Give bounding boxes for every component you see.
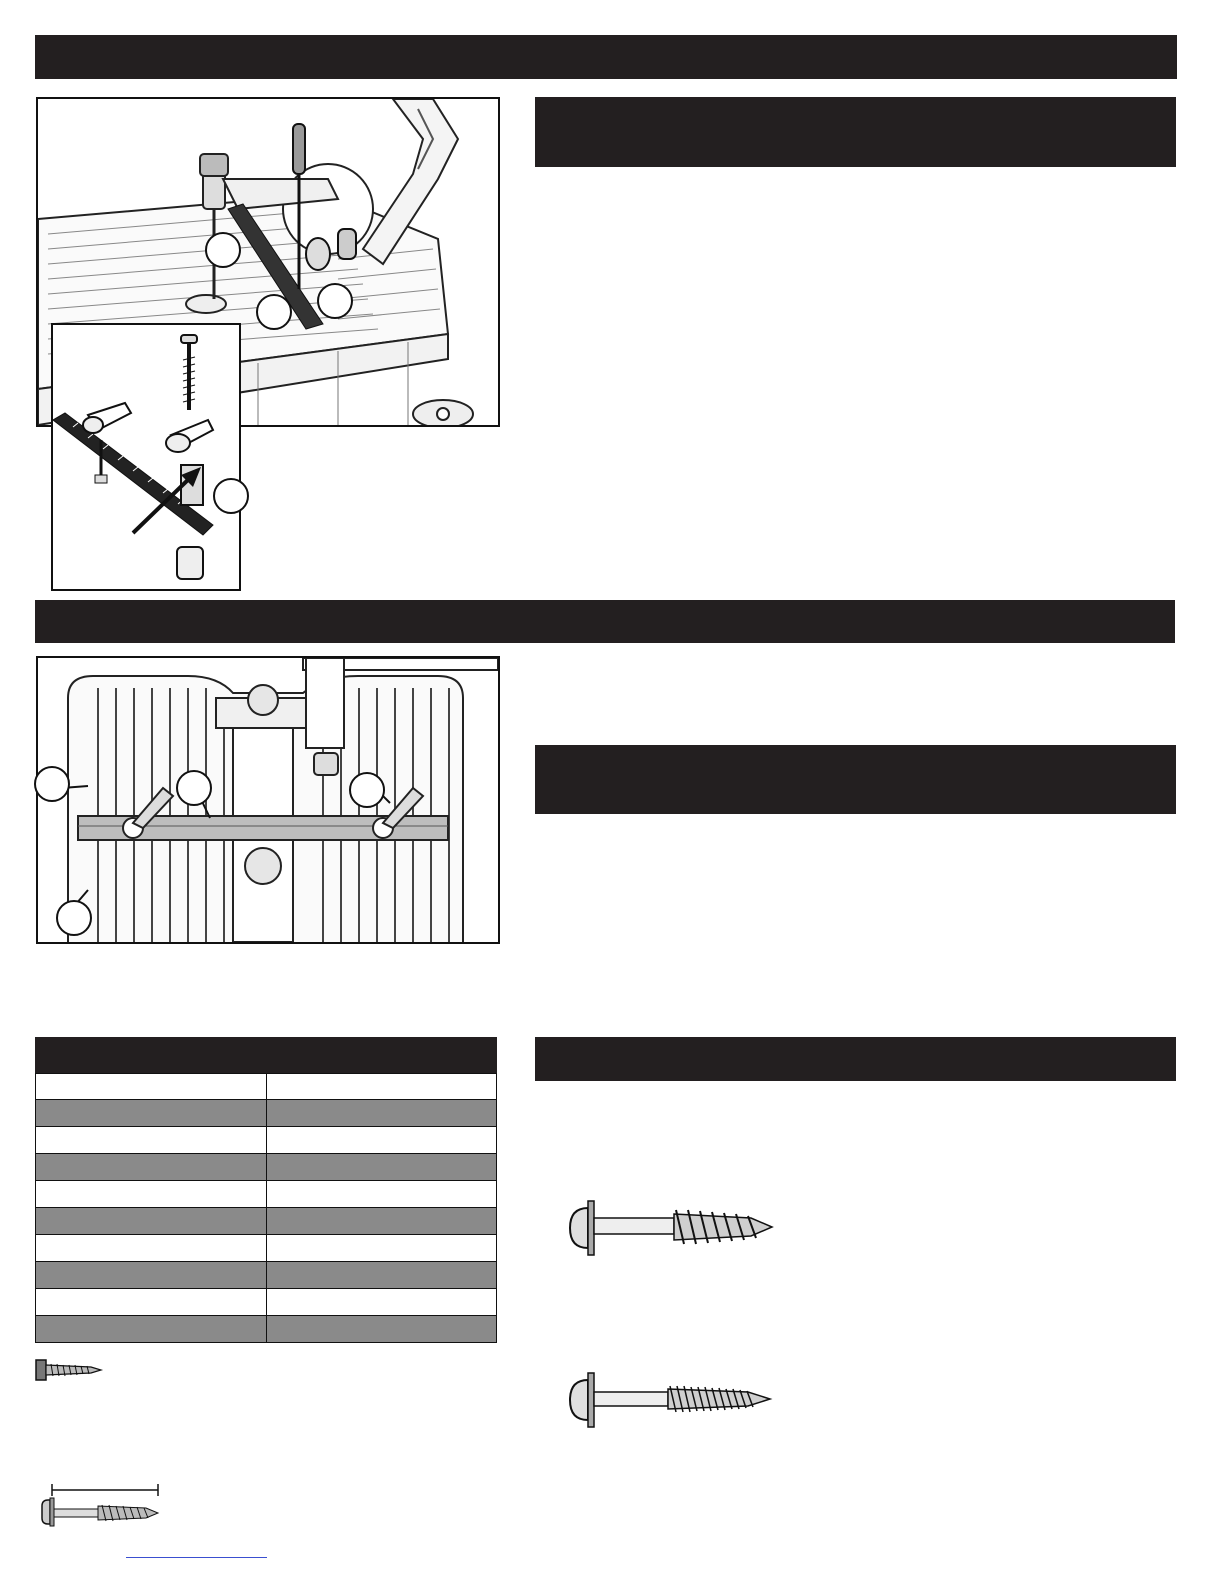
section-header-bar-middle bbox=[35, 600, 1175, 643]
screw-chart-table bbox=[35, 1073, 497, 1343]
fine-thread-screw-icon bbox=[566, 1370, 778, 1432]
table-top-view-icon bbox=[38, 658, 498, 942]
table-row bbox=[266, 1234, 497, 1262]
table-row bbox=[35, 1315, 267, 1343]
section-header-bar-right-2 bbox=[535, 745, 1176, 814]
section-header-bar-right-1 bbox=[535, 97, 1176, 167]
table-row bbox=[35, 1180, 267, 1208]
callout-marker-a bbox=[205, 232, 241, 268]
section-header-bar-right-3 bbox=[535, 1037, 1176, 1081]
table-row bbox=[266, 1099, 497, 1127]
stop-collar-exploded-icon bbox=[53, 325, 239, 589]
table-row bbox=[35, 1153, 267, 1181]
table-header-bar bbox=[35, 1037, 497, 1074]
table-row bbox=[35, 1288, 267, 1316]
table-row bbox=[35, 1073, 267, 1100]
section-header-bar-top bbox=[35, 35, 1177, 79]
callout-marker-c bbox=[317, 283, 353, 319]
table-row bbox=[35, 1207, 267, 1235]
callout-marker-d bbox=[213, 478, 249, 514]
table-top-view-illustration bbox=[36, 656, 500, 944]
table-row bbox=[35, 1234, 267, 1262]
table-row bbox=[266, 1207, 497, 1235]
coarse-thread-screw-icon bbox=[566, 1196, 778, 1258]
callout-marker-f bbox=[176, 770, 212, 806]
callout-marker-g bbox=[349, 772, 385, 808]
callout-marker-h bbox=[56, 900, 92, 936]
table-row bbox=[266, 1126, 497, 1154]
callout-marker-e bbox=[34, 766, 70, 802]
table-row bbox=[266, 1073, 497, 1100]
table-row bbox=[266, 1153, 497, 1181]
table-row bbox=[35, 1126, 267, 1154]
table-row bbox=[266, 1315, 497, 1343]
table-row bbox=[266, 1180, 497, 1208]
small-hex-screw-icon bbox=[35, 1357, 105, 1383]
table-row bbox=[35, 1261, 267, 1289]
callout-marker-b bbox=[256, 294, 292, 330]
link-underline bbox=[126, 1557, 267, 1558]
detail-inset bbox=[51, 323, 241, 591]
table-row bbox=[266, 1288, 497, 1316]
table-row bbox=[35, 1099, 267, 1127]
measured-screw-icon bbox=[38, 1480, 163, 1530]
table-row bbox=[266, 1261, 497, 1289]
